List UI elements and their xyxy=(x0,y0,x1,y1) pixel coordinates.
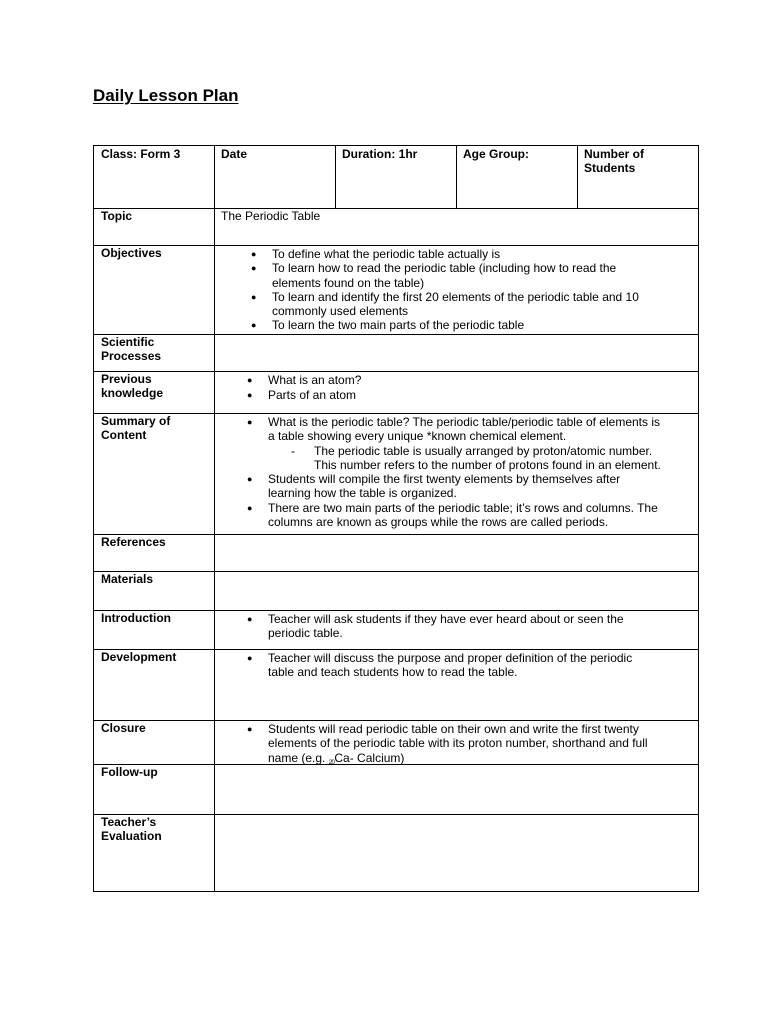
table-divider xyxy=(214,146,215,892)
objectives-label: Objectives xyxy=(101,246,162,260)
list-item-sub-continuation: This number refers to the number of protons found in an element. xyxy=(314,457,661,472)
bullet-icon: ● xyxy=(251,249,257,259)
introduction-list xyxy=(247,612,624,641)
table-divider xyxy=(94,571,698,572)
list-item: ● What is an atom? xyxy=(247,373,362,387)
list-item-continuation: columns are known as groups while the rows are called periods. xyxy=(268,515,609,530)
list-item-continuation: elements found on the table) xyxy=(272,275,425,290)
table-divider xyxy=(577,146,578,209)
age-group-cell: Age Group: xyxy=(463,147,529,161)
objectives-list xyxy=(251,247,639,333)
bullet-icon: ● xyxy=(251,291,257,302)
table-divider xyxy=(94,208,698,209)
proton-number-subscript: 20 xyxy=(328,759,335,766)
list-item-continuation: a table showing every unique *known chemical element. xyxy=(268,429,567,444)
list-item: ● To learn the two main parts of the periodic table xyxy=(251,318,525,333)
table-divider xyxy=(94,720,698,721)
bullet-icon: ● xyxy=(251,320,257,331)
closure-list xyxy=(247,722,648,770)
document-title: Daily Lesson Plan xyxy=(93,86,239,105)
list-item: ● To learn and identify the first 20 elements of the periodic table and 10 xyxy=(251,289,639,304)
references-label: References xyxy=(101,535,166,549)
list-item-continuation: learning how the table is organized. xyxy=(268,486,457,501)
list-item-sub: - The periodic table is usually arranged by proton/atomic number. xyxy=(291,443,653,458)
follow-up-label: Follow-up xyxy=(101,765,158,779)
bullet-icon: ● xyxy=(247,474,253,485)
summary-of-content-label: Summary of Content xyxy=(101,414,171,442)
table-divider xyxy=(94,610,698,611)
bullet-icon: ● xyxy=(247,502,253,513)
development-label: Development xyxy=(101,650,177,664)
materials-label: Materials xyxy=(101,572,154,586)
lesson-plan-table xyxy=(93,145,699,892)
scientific-processes-label: Scientific Processes xyxy=(101,335,162,363)
bullet-icon: ● xyxy=(251,263,257,274)
list-item: ● There are two main parts of the periodic table; it’s rows and columns. The xyxy=(247,500,658,515)
table-divider xyxy=(94,334,698,335)
topic-value: The Periodic Table xyxy=(221,209,321,223)
bullet-icon: ● xyxy=(247,390,253,400)
bullet-icon: ● xyxy=(247,417,253,427)
date-cell: Date xyxy=(221,147,248,161)
bullet-icon: ● xyxy=(247,724,253,734)
teachers-evaluation-label: Teacher’s Evaluation xyxy=(101,815,162,843)
list-item-continuation: periodic table. xyxy=(268,626,343,641)
list-item: ● Teacher will discuss the purpose and proper definition of the periodic xyxy=(247,651,633,665)
class-cell: Class: Form 3 xyxy=(101,147,181,161)
table-divider xyxy=(94,534,698,535)
list-item: ● Teacher will ask students if they have ever heard about or seen the xyxy=(247,612,624,626)
table-divider xyxy=(94,245,698,246)
list-item: ● To learn how to read the periodic table (including how to read the xyxy=(251,261,617,276)
list-item: ● Students will read periodic table on their own and write the first twenty xyxy=(247,722,639,736)
closure-label: Closure xyxy=(101,721,146,735)
topic-label: Topic xyxy=(101,209,133,223)
number-of-students-line2: Students xyxy=(584,161,636,175)
table-divider xyxy=(456,146,457,209)
previous-knowledge-label: Previous knowledge xyxy=(101,372,164,400)
list-item: ● What is the periodic table? The periodic table/periodic table of elements is xyxy=(247,415,660,429)
bullet-icon: ● xyxy=(247,375,253,385)
bullet-icon: ● xyxy=(247,653,253,663)
previous-knowledge-list xyxy=(247,373,362,403)
list-item-continuation: elements of the periodic table with its proton number, shorthand and full xyxy=(268,736,648,751)
duration-cell: Duration: 1hr xyxy=(342,147,418,161)
summary-list xyxy=(247,415,661,530)
table-divider xyxy=(335,146,336,209)
dash-marker: - xyxy=(291,443,295,458)
bullet-icon: ● xyxy=(247,614,253,624)
introduction-label: Introduction xyxy=(101,611,171,625)
table-divider xyxy=(94,413,698,414)
list-item-continuation: name (e.g. $_{20}$Ca- Calcium) xyxy=(268,750,405,766)
table-divider xyxy=(94,814,698,815)
list-item-continuation: commonly used elements xyxy=(272,304,409,319)
list-item: ● Parts of an atom xyxy=(247,388,357,402)
development-list xyxy=(247,651,633,680)
list-item: ● To define what the periodic table actually is xyxy=(251,247,501,261)
table-divider xyxy=(94,649,698,650)
table-divider xyxy=(94,371,698,372)
number-of-students-line1: Number of xyxy=(584,147,644,161)
list-item: ● Students will compile the first twenty elements by themselves after xyxy=(247,472,621,487)
list-item-continuation: table and teach students how to read the table. xyxy=(268,665,518,680)
number-of-students-cell xyxy=(584,147,644,175)
